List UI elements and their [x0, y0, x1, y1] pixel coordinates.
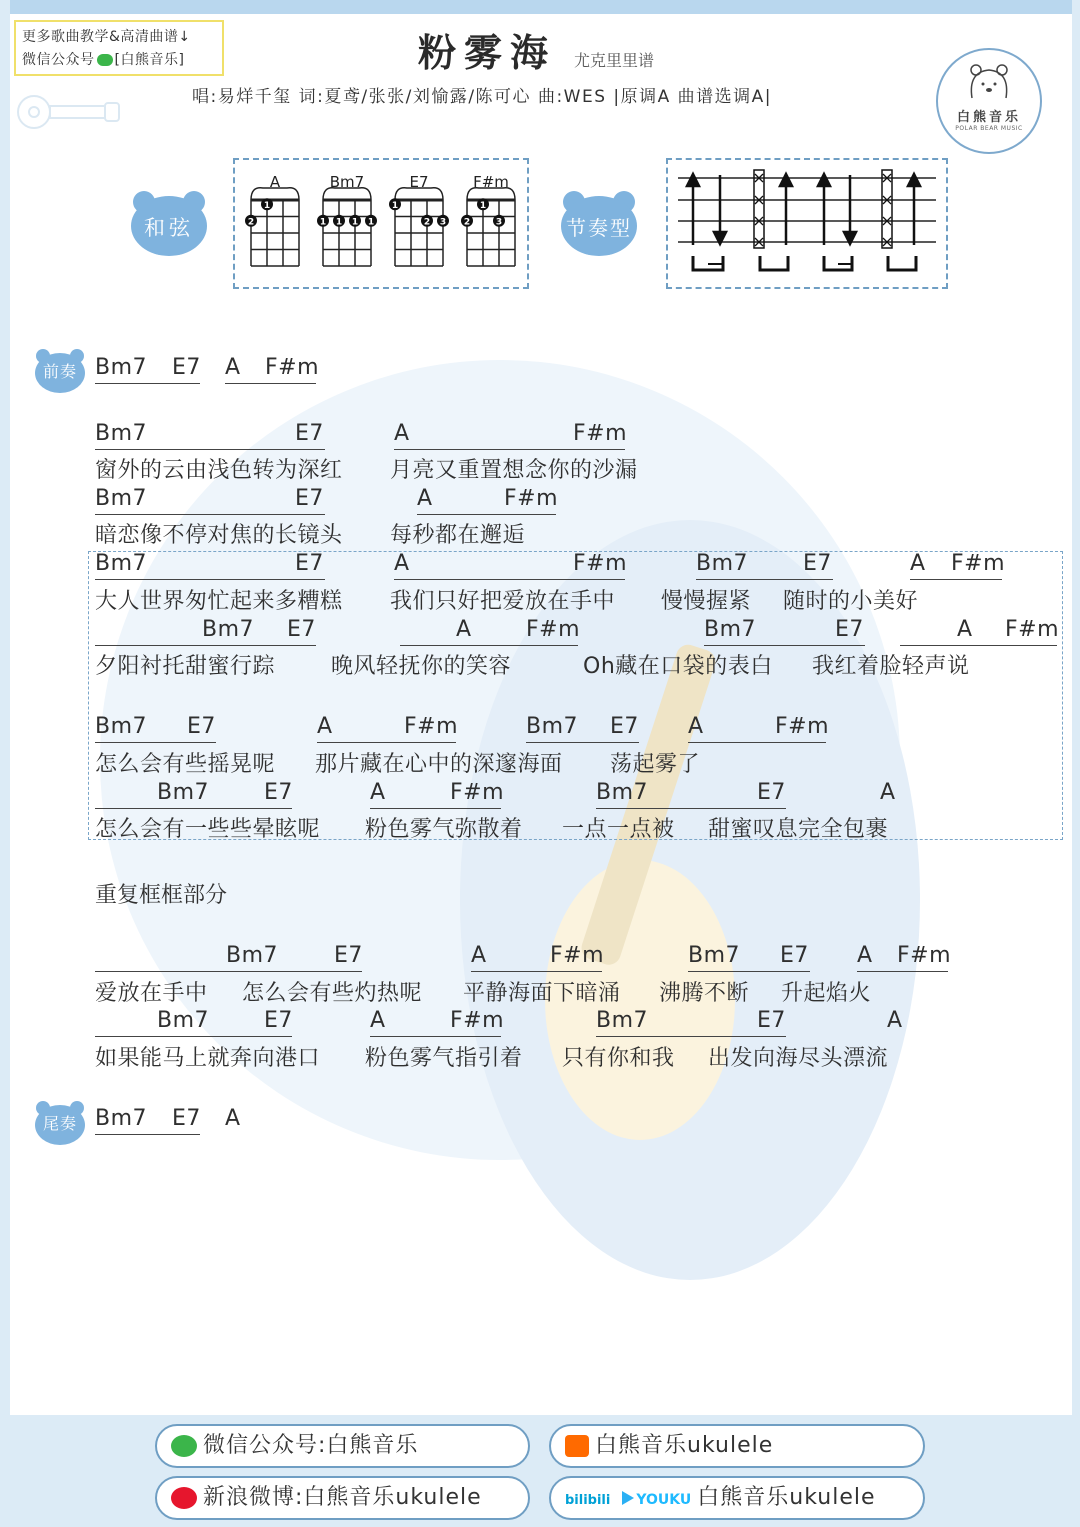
- taobao-icon: [565, 1435, 589, 1457]
- chord-label: A: [456, 617, 472, 642]
- chord-label: Bm7: [696, 551, 749, 576]
- chord-diagram-bm7: [317, 173, 377, 266]
- footer-wechat-label: 微信公众号:白熊音乐: [203, 1433, 419, 1458]
- finger-number: 1: [319, 217, 327, 228]
- chord-diagram-name: Bm7: [329, 173, 365, 191]
- lyric-phrase: 只有你和我: [562, 1046, 675, 1071]
- lyric-phrase: 一点一点被: [562, 817, 675, 842]
- chords-tag-label: 和弦: [144, 216, 194, 240]
- chord-underline: [394, 449, 625, 450]
- lyric-phrase: 大人世界匆忙起来多糟糕: [95, 589, 343, 614]
- finger-number: 2: [463, 217, 471, 228]
- chord-underline: [857, 971, 948, 972]
- chord-label: A: [471, 943, 487, 968]
- song-subtitle: 尤克里里谱: [574, 51, 655, 70]
- chord-underline: [400, 645, 578, 646]
- chord-diagram-a: [245, 173, 299, 266]
- chord-label: A: [880, 780, 896, 805]
- logo-english-name: POLAR BEAR MUSIC: [955, 125, 1023, 132]
- youku-icon: YOUKU: [636, 1492, 692, 1508]
- chord-label: A: [857, 943, 873, 968]
- rhythm-tag-label: 节奏型: [566, 216, 632, 240]
- chord-label: A: [225, 1106, 241, 1131]
- chord-underline: [688, 971, 810, 972]
- chord-label: A: [225, 355, 241, 380]
- lyric-phrase: 平静海面下暗涌: [463, 981, 621, 1006]
- chord-underline: [704, 645, 865, 646]
- lyric-phrase: Oh藏在口袋的表白: [583, 654, 773, 679]
- chord-label: Bm7: [95, 355, 148, 380]
- chord-label: F#m: [550, 943, 605, 968]
- promo-box: [14, 20, 224, 76]
- chord-label: E7: [264, 780, 293, 805]
- lyric-phrase: 粉色雾气弥散着: [365, 817, 523, 842]
- lyric-phrase: 怎么会有些摇晃呢: [95, 752, 276, 777]
- chord-label: A: [394, 421, 410, 446]
- chord-label: Bm7: [95, 421, 148, 446]
- chord-underline: [95, 645, 316, 646]
- chord-label: F#m: [526, 617, 581, 642]
- chord-underline: [225, 383, 316, 384]
- chord-underline: [95, 514, 325, 515]
- finger-number: 3: [495, 217, 503, 228]
- lyric-phrase: 粉色雾气指引着: [365, 1046, 523, 1071]
- finger-number: 1: [263, 200, 271, 211]
- chord-underline: [95, 808, 292, 809]
- chord-label: F#m: [573, 421, 628, 446]
- outro-tag: [34, 1099, 86, 1145]
- promo-wechat-label: 微信公众号: [22, 52, 95, 68]
- lyric-phrase: 我红着脸轻声说: [812, 654, 970, 679]
- lyric-phrase: 爱放在手中: [95, 981, 208, 1006]
- chord-label: F#m: [951, 551, 1006, 576]
- finger-number: 3: [439, 217, 447, 228]
- footer-taobao-label: 白熊音乐ukulele: [595, 1433, 774, 1458]
- chord-label: Bm7: [704, 617, 757, 642]
- chord-label: E7: [264, 1008, 293, 1033]
- chord-underline: [526, 742, 639, 743]
- chord-diagrams-box: [233, 158, 529, 289]
- finger-number: 2: [423, 217, 431, 228]
- finger-number: 1: [479, 200, 487, 211]
- chord-diagram-name: A: [269, 173, 281, 191]
- chord-label: Bm7: [95, 1106, 148, 1131]
- polar-bear-icon: [938, 50, 1040, 110]
- intro-tag: [34, 347, 86, 393]
- lyric-phrase: 怎么会有些灼热呢: [242, 981, 423, 1006]
- chord-label: E7: [757, 780, 786, 805]
- chord-underline: [370, 1036, 501, 1037]
- chord-label: A: [910, 551, 926, 576]
- lyric-phrase: 那片藏在心中的深邃海面: [315, 752, 563, 777]
- lyric-phrase: 窗外的云由浅色转为深红: [95, 458, 343, 483]
- lyric-phrase: 荡起雾了: [610, 752, 701, 777]
- chord-underline: [596, 808, 786, 809]
- lyric-phrase: 暗恋像不停对焦的长镜头: [95, 523, 343, 548]
- chord-label: A: [370, 1008, 386, 1033]
- chord-label: F#m: [450, 1008, 505, 1033]
- ukulele-outline-icon: [12, 92, 122, 132]
- chord-underline: [95, 383, 200, 384]
- chord-label: Bm7: [157, 1008, 210, 1033]
- chord-underline: [900, 645, 1057, 646]
- footer-video[interactable]: [549, 1476, 925, 1520]
- chords-tag: [130, 188, 208, 256]
- lyric-phrase: 怎么会有一些些晕眩呢: [95, 817, 321, 842]
- promo-line-1: 更多歌曲教学&高清曲谱↓: [22, 29, 191, 45]
- lyric-phrase: 夕阳衬托甜蜜行踪: [95, 654, 276, 679]
- repeat-instruction: 重复框框部分: [95, 883, 228, 908]
- lyric-phrase: 如果能马上就奔向港口: [95, 1046, 321, 1071]
- chord-label: E7: [780, 943, 809, 968]
- chord-label: F#m: [897, 943, 952, 968]
- logo-name: 白熊音乐: [956, 110, 1021, 125]
- chord-underline: [910, 579, 1002, 580]
- chord-label: F#m: [504, 486, 559, 511]
- chord-label: F#m: [775, 714, 830, 739]
- chord-label: E7: [187, 714, 216, 739]
- lyric-phrase: 升起焰火: [781, 981, 872, 1006]
- weibo-icon: [171, 1487, 197, 1509]
- chord-underline: [95, 971, 362, 972]
- chord-label: E7: [334, 943, 363, 968]
- chord-label: Bm7: [596, 1008, 649, 1033]
- finger-number: 2: [247, 217, 255, 228]
- chord-label: A: [957, 617, 973, 642]
- chord-label: E7: [757, 1008, 786, 1033]
- chord-diagrams: [235, 160, 527, 287]
- chord-label: E7: [295, 421, 324, 446]
- chord-label: F#m: [265, 355, 320, 380]
- lyric-phrase: 我们只好把爱放在手中: [390, 589, 616, 614]
- chord-underline: [95, 579, 325, 580]
- chord-label: Bm7: [226, 943, 279, 968]
- chord-underline: [688, 742, 826, 743]
- chord-label: Bm7: [95, 714, 148, 739]
- chord-label: A: [317, 714, 333, 739]
- chord-label: E7: [287, 617, 316, 642]
- chord-diagram-fsharpm: [461, 173, 515, 266]
- rhythm-tag: [560, 188, 638, 256]
- chord-label: A: [394, 551, 410, 576]
- lyric-phrase: 晚风轻抚你的笑容: [331, 654, 512, 679]
- lyric-phrase: 甜蜜叹息完全包裹: [708, 817, 889, 842]
- footer-taobao[interactable]: [549, 1424, 925, 1468]
- outro-tag-label: 尾奏: [42, 1114, 77, 1133]
- finger-number: 1: [351, 217, 359, 228]
- chord-label: Bm7: [95, 486, 148, 511]
- lyric-phrase: 随时的小美好: [783, 589, 919, 614]
- chord-label: A: [370, 780, 386, 805]
- wechat-icon: [97, 54, 113, 66]
- chord-label: Bm7: [157, 780, 210, 805]
- chord-underline: [95, 1134, 200, 1135]
- chord-label: Bm7: [688, 943, 741, 968]
- chord-label: Bm7: [596, 780, 649, 805]
- chord-diagram-name: E7: [409, 173, 429, 191]
- chord-diagram-e7: [389, 173, 449, 266]
- chord-label: E7: [172, 1106, 201, 1131]
- footer-video-label: 白熊音乐ukulele: [697, 1485, 876, 1510]
- finger-number: 1: [335, 217, 343, 228]
- footer-wechat[interactable]: [155, 1424, 530, 1468]
- youku-play-icon: [622, 1491, 634, 1505]
- strumming-pattern-diagram: [668, 160, 946, 287]
- chord-underline: [370, 808, 501, 809]
- chord-label: F#m: [1005, 617, 1060, 642]
- lyric-phrase: 出发向海尽头漂流: [708, 1046, 889, 1071]
- promo-account: [白熊音乐]: [114, 52, 185, 68]
- chord-label: E7: [803, 551, 832, 576]
- chord-diagram-name: F#m: [473, 173, 509, 191]
- wechat-icon: [171, 1435, 197, 1457]
- song-title: 粉雾海: [418, 31, 557, 75]
- song-credits: 唱:易烊千玺 词:夏鸢/张张/刘愉露/陈可心 曲:WES |原调A 曲谱选调A|: [192, 87, 773, 107]
- chord-label: E7: [835, 617, 864, 642]
- chord-underline: [95, 1036, 292, 1037]
- chord-label: E7: [295, 486, 324, 511]
- chord-label: F#m: [404, 714, 459, 739]
- chord-label: A: [688, 714, 704, 739]
- chord-underline: [471, 971, 602, 972]
- chord-label: A: [417, 486, 433, 511]
- chord-label: Bm7: [95, 551, 148, 576]
- lyric-phrase: 慢慢握紧: [661, 589, 752, 614]
- chord-underline: [317, 742, 456, 743]
- chord-underline: [394, 579, 625, 580]
- chord-underline: [95, 449, 325, 450]
- lyric-phrase: 每秒都在邂逅: [390, 523, 526, 548]
- intro-tag-label: 前奏: [42, 362, 77, 381]
- lyric-phrase: 沸腾不断: [659, 981, 750, 1006]
- chord-underline: [417, 514, 556, 515]
- chord-label: F#m: [450, 780, 505, 805]
- finger-number: 1: [391, 200, 399, 211]
- rhythm-pattern-box: [666, 158, 948, 289]
- chord-underline: [696, 579, 833, 580]
- footer-weibo[interactable]: [155, 1476, 530, 1520]
- promo-line-2: [22, 49, 216, 72]
- finger-number: 1: [367, 217, 375, 228]
- bilibili-icon: bilibili: [565, 1493, 611, 1508]
- lyric-phrase: 月亮又重置想念你的沙漏: [390, 458, 638, 483]
- chord-label: E7: [295, 551, 324, 576]
- chord-label: A: [887, 1008, 903, 1033]
- chord-label: E7: [172, 355, 201, 380]
- chord-underline: [596, 1036, 786, 1037]
- footer-weibo-label: 新浪微博:白熊音乐ukulele: [203, 1485, 482, 1510]
- brand-logo: [936, 48, 1042, 154]
- chord-label: Bm7: [202, 617, 255, 642]
- chord-underline: [95, 742, 216, 743]
- chord-label: E7: [610, 714, 639, 739]
- chord-label: F#m: [573, 551, 628, 576]
- chord-label: Bm7: [526, 714, 579, 739]
